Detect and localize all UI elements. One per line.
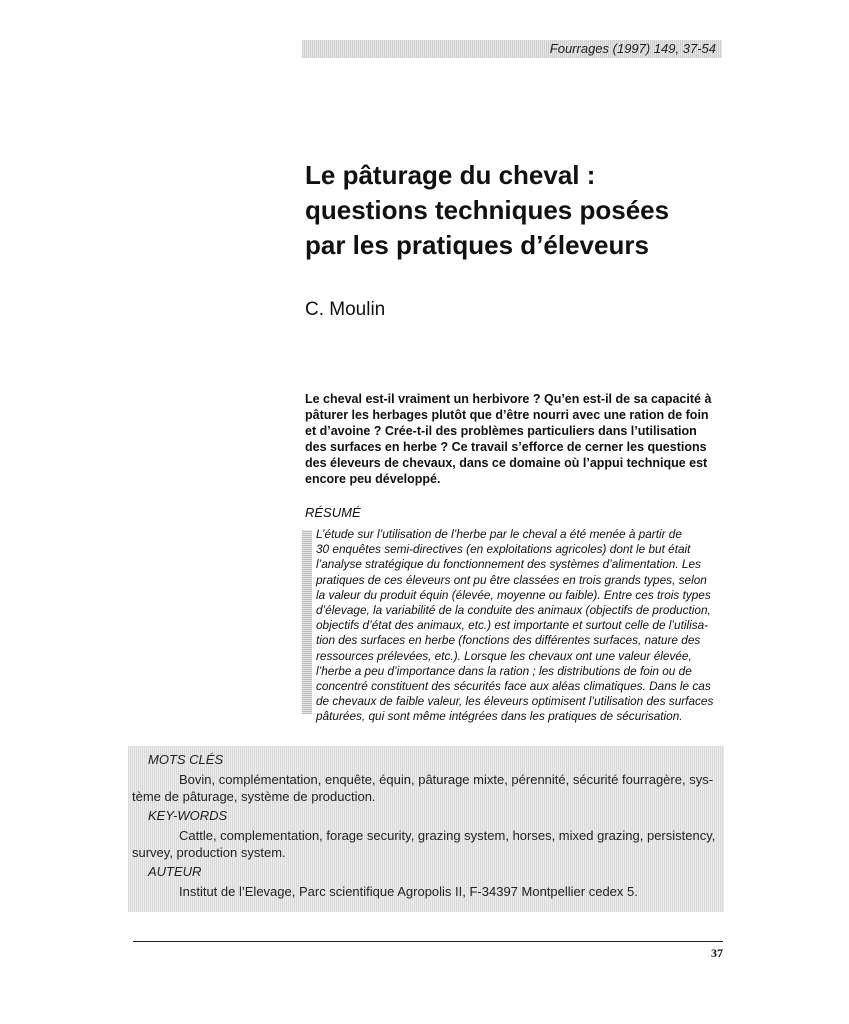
auteur-text — [132, 883, 722, 900]
journal-header-band — [302, 40, 722, 58]
auteur-line: Institut de l’Elevage, Parc scientifique Agropolis II, F-34397 Montpellier cedex 5. — [179, 884, 638, 899]
key-words-line: survey, production system. — [132, 845, 286, 860]
title-line: questions techniques posées — [305, 195, 670, 225]
intro-line: pâturer les herbages plutôt que d’être nourri avec une ration de foin — [305, 408, 709, 422]
mots-cles-text — [132, 771, 722, 805]
title-line: Le pâturage du cheval : — [305, 160, 596, 190]
auteur-label: AUTEUR — [148, 864, 202, 879]
article-title — [305, 158, 735, 263]
resume-line: l’herbe a peu d’importance dans la ration ; les distributions de foin ou de — [316, 663, 692, 678]
resume-line: objectifs d’état des animaux, etc.) est importante et surtout celle de l’utilisa- — [316, 618, 709, 633]
title-line: par les pratiques d’éleveurs — [305, 230, 649, 260]
resume-line: d’élevage, la variabilité de la conduite des animaux (objectifs de production, — [316, 603, 711, 618]
key-words-text — [132, 827, 722, 861]
intro-line: et d’avoine ? Crée-t-il des problèmes particuliers dans l’utilisation — [305, 424, 697, 438]
intro-line: des surfaces en herbe ? Ce travail s’efforce de cerner les questions — [305, 440, 707, 454]
intro-line: Le cheval est-il vraiment un herbivore ? Qu’en est-il de sa capacité à — [305, 392, 712, 406]
mots-cles-line: Bovin, complémentation, enquête, équin, pâturage mixte, pérennité, sécurité fourragère, sys- — [179, 772, 714, 787]
resume-line: pâturées, qui sont même intégrées dans les pratiques de sécurisation. — [316, 709, 683, 724]
key-words-label: KEY-WORDS — [148, 808, 228, 823]
resume-line: L’étude sur l’utilisation de l’herbe par le cheval a été menée à partir de — [316, 527, 682, 541]
keywords-box — [128, 746, 724, 912]
article-author: C. Moulin — [305, 299, 386, 320]
resume-line: de chevaux de faible valeur, les éleveurs optimisent l’utilisation des surfaces — [316, 694, 714, 709]
resume-line: ressources prélevées, etc.). Lorsque les chevaux ont une valeur élevée, — [316, 648, 692, 663]
intro-line: des éleveurs de chevaux, dans ce domaine où l’appui technique est — [305, 456, 708, 470]
mots-cles-label: MOTS CLÉS — [148, 752, 224, 767]
resume-body — [316, 527, 726, 725]
resume-line: pratiques de ces éleveurs ont pu être classées en trois grands types, selon — [316, 572, 707, 587]
resume-line: l’analyse stratégique du fonctionnement des systèmes d’alimentation. Les — [316, 557, 701, 572]
page-number: 37 — [711, 946, 723, 960]
resume-line: 30 enquêtes semi-directives (en exploitations agricoles) dont le but était — [316, 542, 691, 557]
resume-side-bar — [302, 530, 312, 714]
footer-rule — [133, 941, 723, 942]
resume-line: concentré constituent des sécurités face aux aléas climatiques. Dans le cas — [316, 679, 711, 694]
resume-heading: RÉSUMÉ — [305, 505, 361, 520]
intro-line: encore peu développé. — [305, 472, 441, 486]
key-words-line: Cattle, complementation, forage security, grazing system, horses, mixed grazing, persistency, — [179, 828, 716, 843]
mots-cles-line: tème de pâturage, système de production. — [132, 789, 376, 804]
resume-line: la valeur du produit équin (élevée, moyenne ou faible). Entre ces trois types — [316, 587, 711, 602]
resume-line: tion des surfaces en herbe (fonctions des différentes surfaces, nature des — [316, 633, 701, 648]
journal-reference: Fourrages (1997) 149, 37-54 — [549, 41, 716, 56]
article-intro — [305, 391, 725, 487]
